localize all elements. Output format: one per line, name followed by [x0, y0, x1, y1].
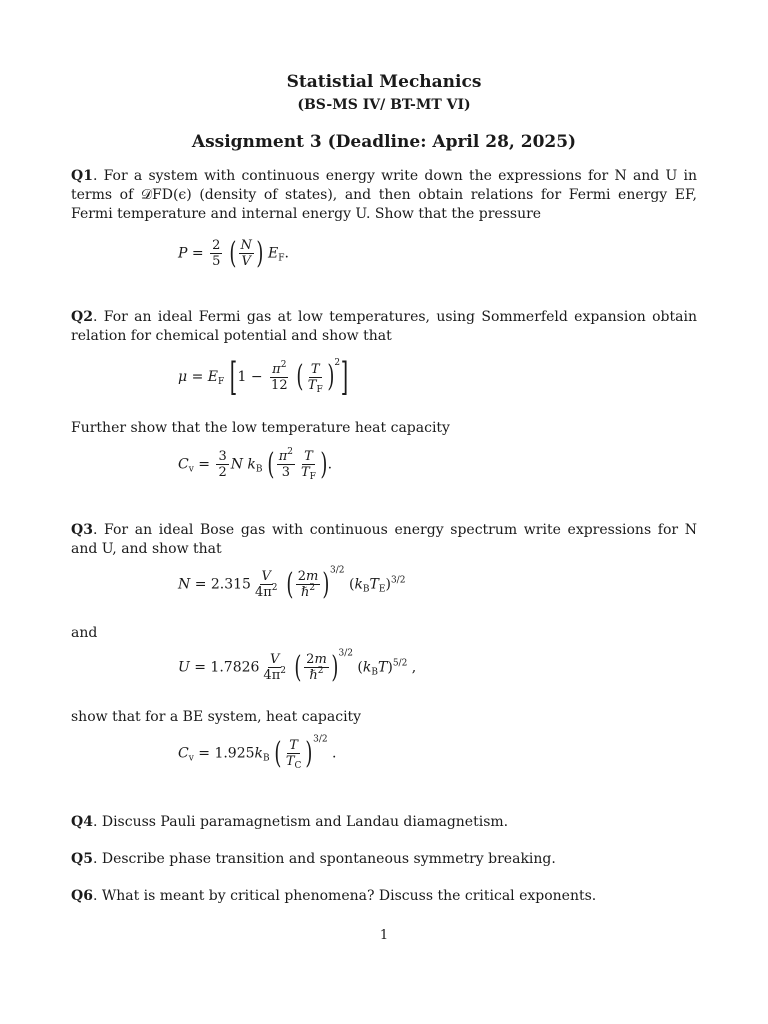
- question-label: Q6: [71, 888, 93, 904]
- equation-pressure: P = $\frac{2}{5}$ ( $\frac{N}{V}$ ) $E_F$.: [178, 235, 289, 271]
- page-number: 1: [379, 928, 389, 943]
- question-3: [71, 521, 697, 559]
- question-label: Q5: [71, 851, 93, 867]
- question-text: . Describe phase transition and spontaneous symmetry breaking.: [92, 851, 556, 867]
- equation-bose-N: N = 2.315 $\frac{V}{4\pi^2}$ ( $\frac{2m}{\hbar^2}$ )$^{3/2}$ $(k_BT_E)^{3/2}$: [178, 565, 406, 602]
- question-text: . What is meant by critical phenomena? Discuss the critical exponents.: [92, 888, 597, 904]
- equation-bose-heat-capacity: $C_v = 1.925k_B$ ( $\frac{T}{T_C}$ )$^{3/2}$ .: [178, 734, 337, 771]
- equation-chemical-potential: $\mu = E_F$ [1 − $\frac{\pi^2}{12}$ ( $\frac{T}{T_F}$ )$^2$]: [178, 355, 349, 399]
- question-text: . For an ideal Bose gas with continuous energy spectrum write expressions for N and U, and show that: [71, 522, 697, 557]
- question-text: . For a system with continuous energy write down the expressions for N and U in terms of 𝒟FD(ϵ) (density of states), and then obtain relations for Fermi energy EF, Fermi temperature and internal energy U. Show that the pressure: [71, 168, 697, 222]
- equation-fermi-heat-capacity: $C_v$ = $\frac{3}{2}$ N $k_B$ ( $\frac{\pi^2}{3}$ $\frac{T}{T_F}$ ).: [178, 446, 333, 482]
- question-3-followup: show that for a BE system, heat capacity: [71, 709, 362, 725]
- question-label: Q2: [71, 309, 93, 325]
- assignment-heading: Assignment 3 (Deadline: April 28, 2025): [191, 132, 577, 152]
- question-label: Q3: [71, 522, 93, 538]
- question-5: [71, 850, 697, 869]
- question-1: [71, 167, 697, 224]
- course-code: (BS-MS IV/ BT-MT VI): [297, 97, 471, 113]
- question-text: . Discuss Pauli paramagnetism and Landau diamagnetism.: [92, 814, 509, 830]
- question-text: . For an ideal Fermi gas at low temperatures, using Sommerfeld expansion obtain relation for chemical potential and show that: [71, 309, 697, 344]
- question-2: [71, 308, 697, 346]
- question-label: Q1: [71, 168, 93, 184]
- course-title: Statistial Mechanics: [286, 72, 482, 92]
- question-6: [71, 887, 697, 906]
- question-label: Q4: [71, 814, 93, 830]
- equation-bose-U: U = 1.7826 $\frac{V}{4\pi^2}$ ( $\frac{2m}{\hbar^2}$ )$^{3/2}$ $(k_BT)^{5/2}$ ,: [178, 648, 417, 685]
- question-4: [71, 813, 697, 832]
- question-2-followup: Further show that the low temperature heat capacity: [71, 420, 450, 436]
- question-3-connector: and: [71, 625, 98, 641]
